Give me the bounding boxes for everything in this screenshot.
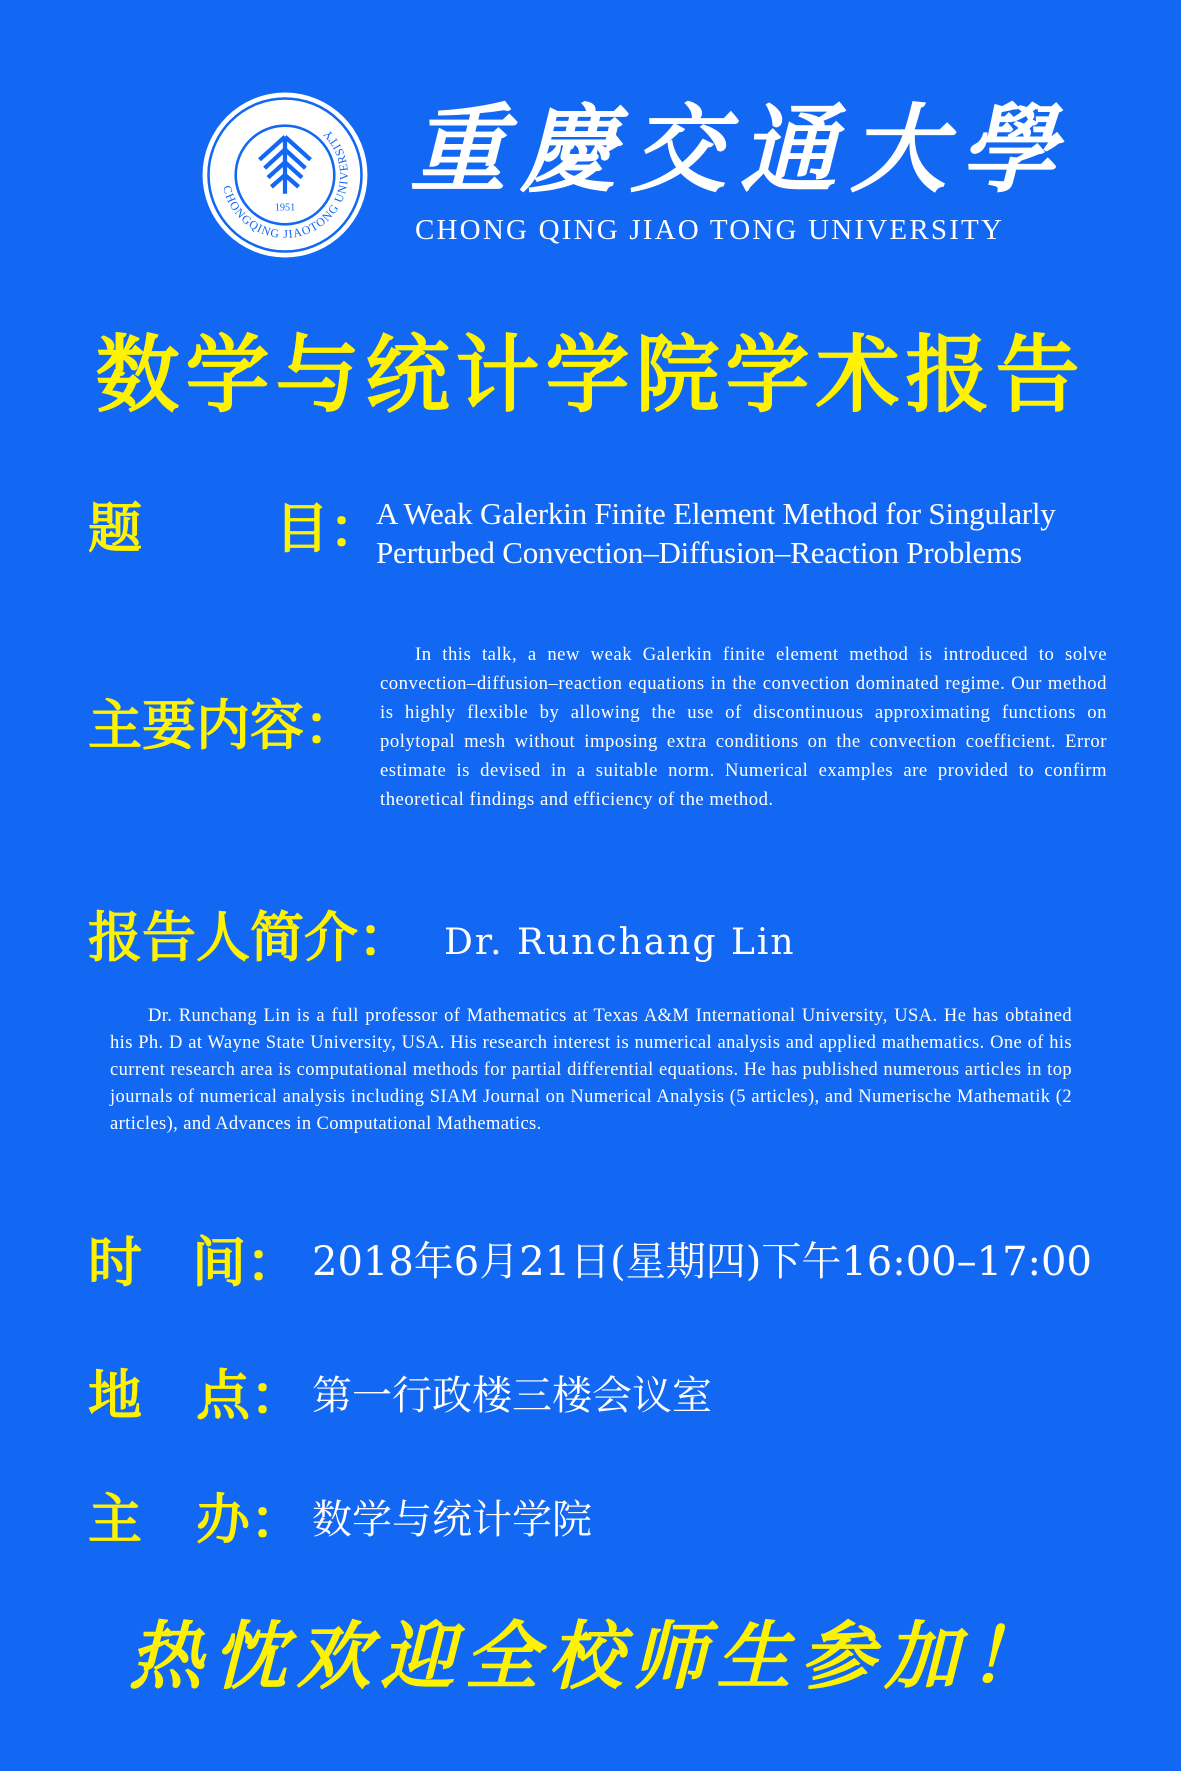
- main-title: 数学与统计学院学术报告: [95, 326, 1086, 424]
- host-value: 数学与统计学院: [312, 1497, 592, 1543]
- welcome-message: 热忱欢迎全校师生参加！: [128, 1614, 1053, 1700]
- topic-label-char2: 目: [275, 497, 329, 560]
- host-separator: ：: [250, 1488, 304, 1551]
- location-separator: ：: [250, 1364, 304, 1427]
- university-name-en: CHONG QING JIAO TONG UNIVERSITY: [415, 214, 1005, 246]
- location-label-char1: 地: [88, 1364, 142, 1427]
- host-label-char2: 办: [196, 1488, 250, 1551]
- content-label: 主要内容：: [88, 694, 358, 757]
- time-label-char1: 时: [88, 1231, 142, 1294]
- topic-line-1: A Weak Galerkin Finite Element Method for Singularly: [376, 496, 1056, 531]
- time-label-end: [192, 1231, 300, 1295]
- topic-line-2: Perturbed Convection–Diffusion–Reaction Problems: [376, 535, 1022, 570]
- logo-year: 1951: [274, 202, 296, 214]
- abstract-text: In this talk, a new weak Galerkin finite element method is introduced to solve convection–diffusion–reaction equations in the convection dominated regime. Our method is highly flexible by allowing the use of discontinuous approximating functions on polytopal mesh without imposing extra conditions on the convection coefficient. Error estimate is devised in a suitable norm. Numerical examples are provided to confirm theoretical findings and efficiency of the method.: [380, 644, 1107, 810]
- time-label-char2: 间: [192, 1231, 246, 1294]
- speaker-label: 报告人简介：: [88, 906, 412, 969]
- time-separator: ：: [246, 1231, 300, 1294]
- speaker-bio: Dr. Runchang Lin is a full professor of Mathematics at Texas A&M International University, USA. He has obtained his Ph. D at Wayne State University, USA. His research interest is numerical analysis and applied mathematics. One of his current research area is computational methods for partial differential equations. He has published numerous articles in top journals of numerical analysis including SIAM Journal on Numerical Analysis (5 articles), and Numerische Mathematik (2 articles), and Advances in Computational Mathematics.: [110, 1006, 1072, 1134]
- time-value: 2018年6月21日(星期四)下午16:00–17:00: [312, 1239, 1092, 1285]
- topic-separator: ：: [329, 497, 383, 560]
- location-label-char2: 点: [196, 1364, 250, 1427]
- location-label-end: [196, 1364, 304, 1428]
- university-logo: [200, 90, 370, 260]
- university-name-cn: 重慶交通大學: [410, 93, 1070, 206]
- topic-title: [376, 494, 1096, 572]
- host-label-end: [196, 1488, 304, 1552]
- location-value: 第一行政楼三楼会议室: [312, 1373, 712, 1419]
- topic-label: [88, 497, 142, 561]
- host-label-char1: 主: [88, 1488, 142, 1551]
- speaker-name: Dr. Runchang Lin: [444, 922, 796, 963]
- logo-ring-text: CHONGQING JIAOTONG UNIVERSITY: [220, 126, 351, 241]
- topic-label-end: [275, 497, 383, 561]
- topic-label-char1: 题: [88, 497, 142, 560]
